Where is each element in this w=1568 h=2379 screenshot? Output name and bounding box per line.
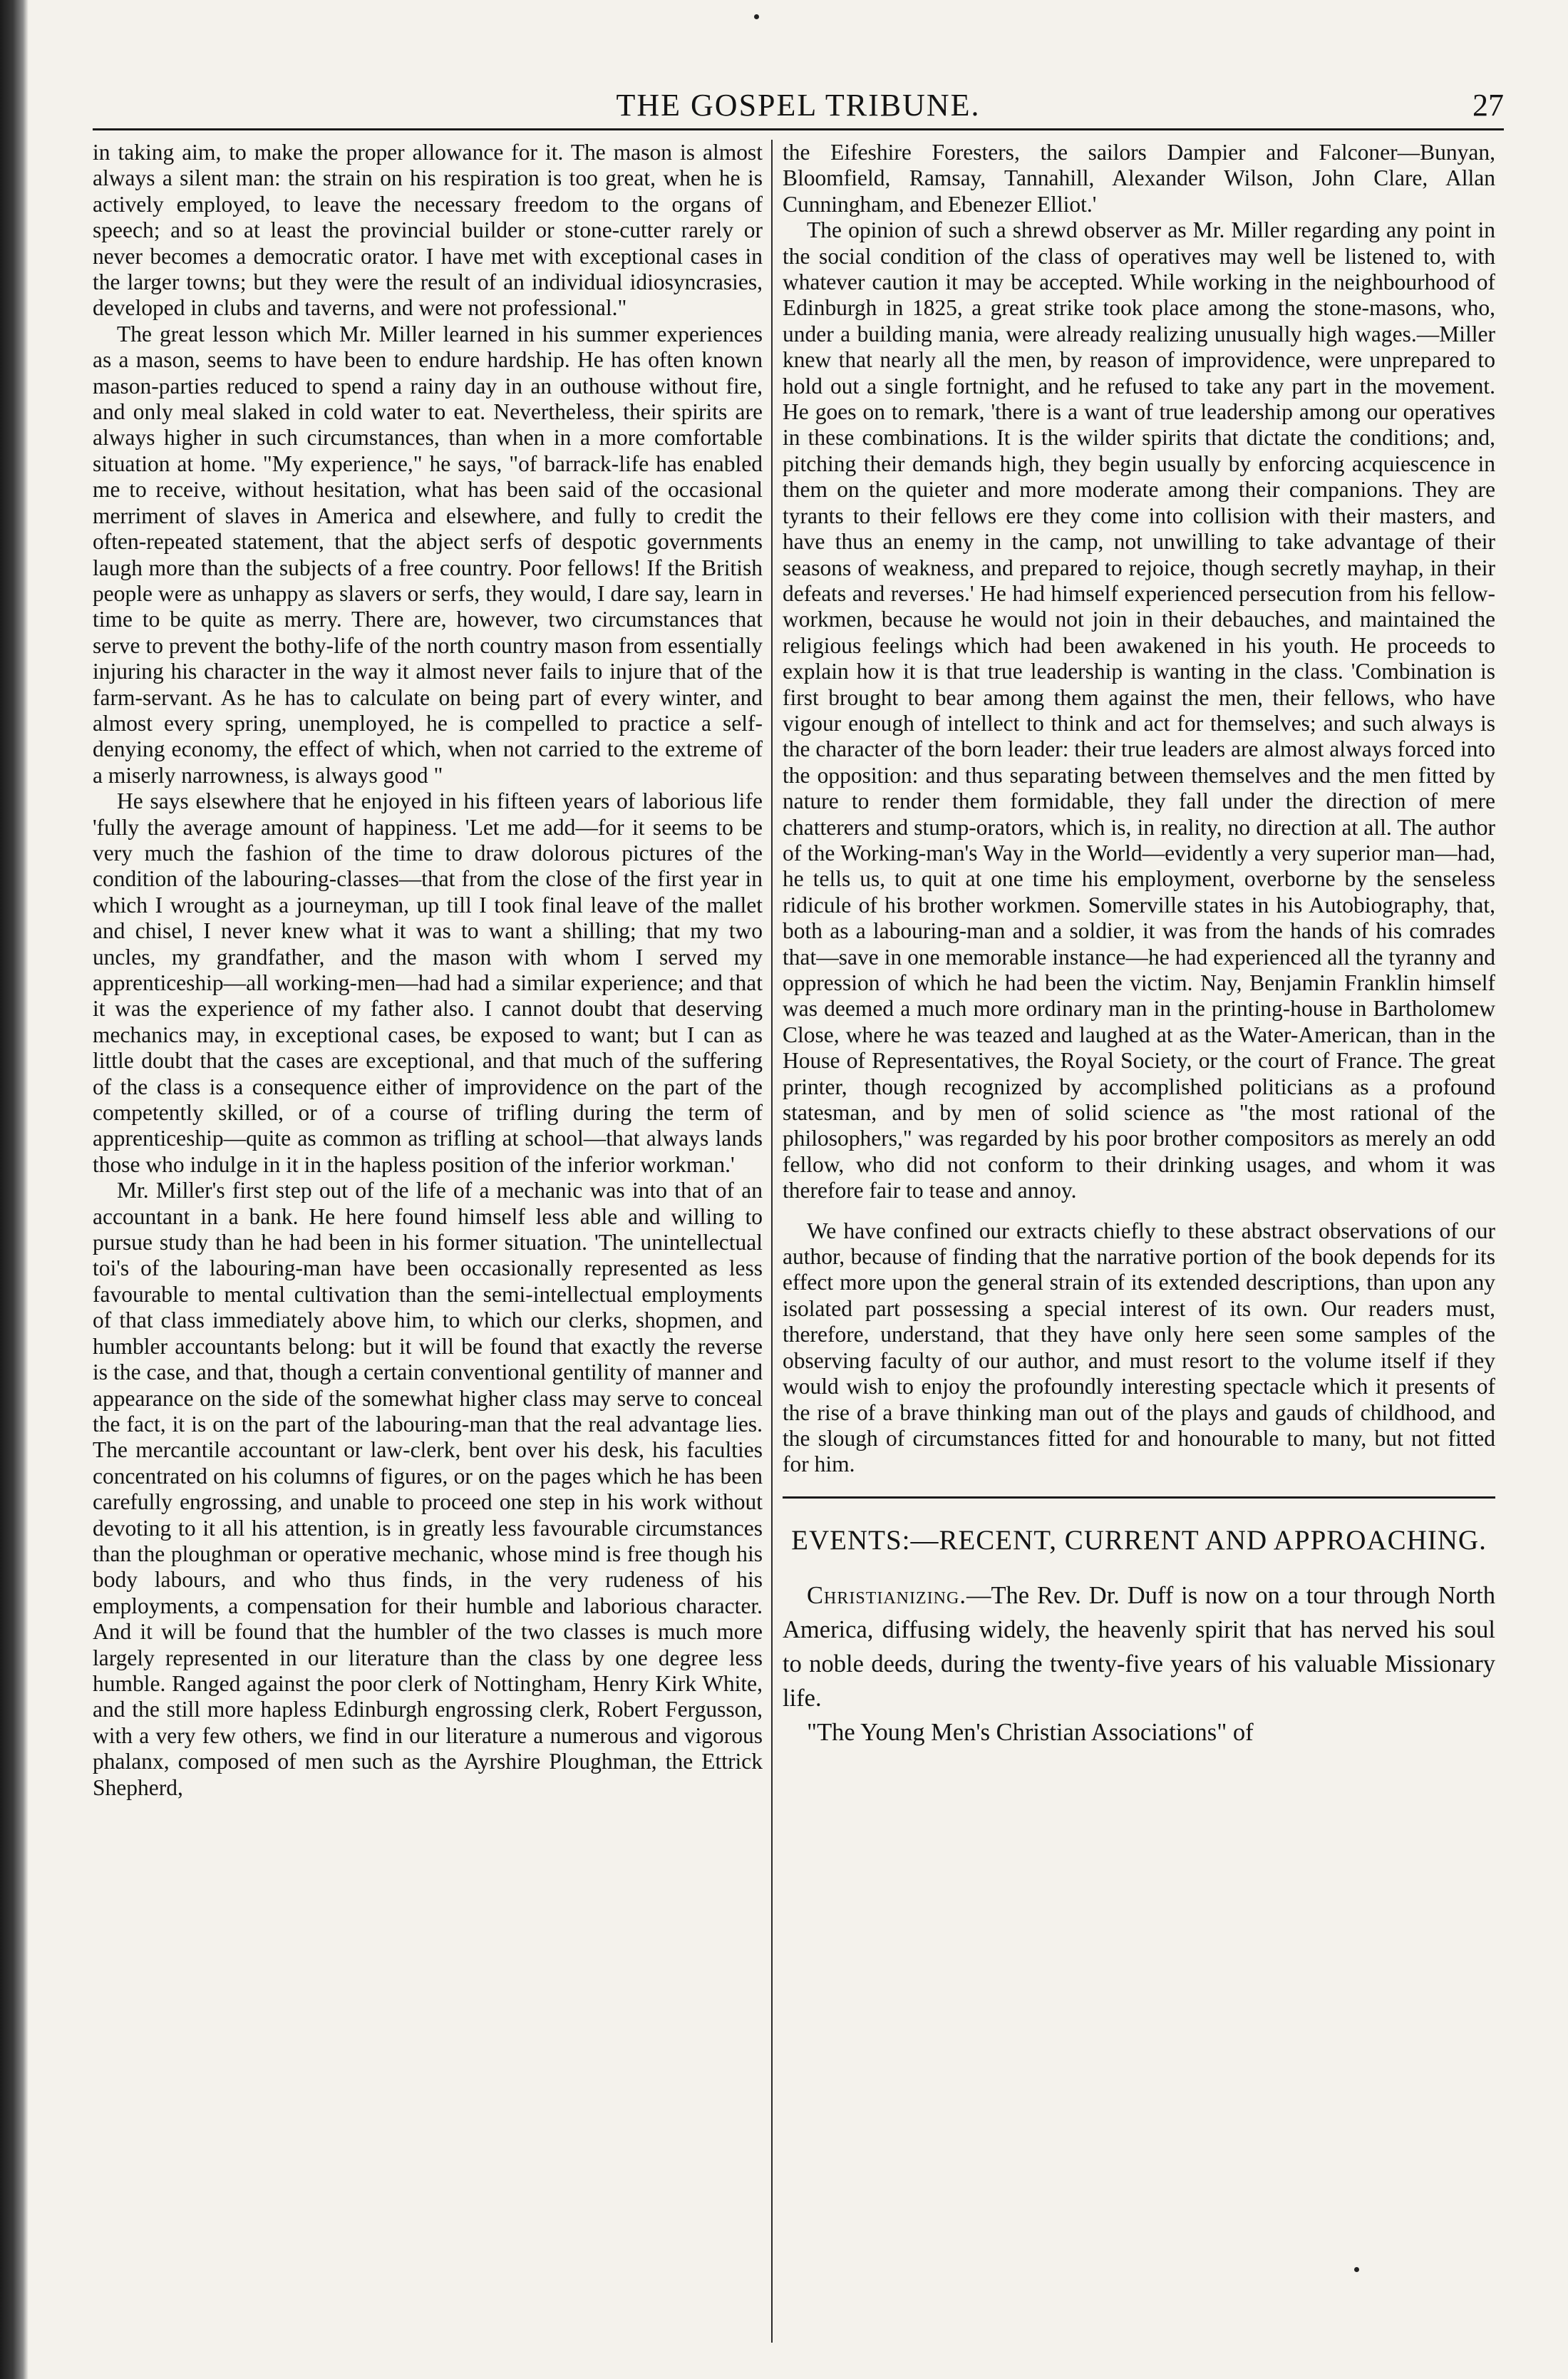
events-section-title: EVENTS:—RECENT, CURRENT AND APPROACHING.: [791, 1524, 1487, 1556]
paragraph: in taking aim, to make the proper allowance for it. The mason is almost always a silent man: the strain on his respiration is too great, when he is actively employed, to leave the necessary freedom to the organs of speech; and so at least the provincial builder or stone-cutter rarely or never becomes a democratic orator. I have met with exceptional cases in the larger towns; but they were the result of an individual idiosyncrasies, developed in clubs and taverns, and were not professional.": [93, 140, 763, 321]
page-header: [93, 84, 1504, 130]
event-text: —The Rev. Dr. Duff is now on a tour through North America, diffusing widely, the heavenly spirit that has nerved his soul to noble deeds, during the twenty-five years of his valuable Missionary life.: [783, 1581, 1495, 1712]
event-item: "The Young Men's Christian Associations" of: [807, 1718, 1254, 1746]
paragraph: Mr. Miller's first step out of the life of a mechanic was into that of an accountant in a bank. He here found himself less able and willing to pursue study than he had been in his former situation. 'The unintellectual toi's of the labouring-man have been occasionally represented as less favourable to mental cultivation than the semi-intellectual employments of that class immediately above him, to which our clerks, shopmen, and humbler accountants belong: but it will be found that exactly the reverse is the case, and that, though a certain conventional gentility of manner and appearance on the side of the somewhat higher class may serve to conceal the fact, it is on the part of the labouring-man that the real advantage lies. The mercantile accountant or law-clerk, bent over his desk, his faculties concentrated on his columns of figures, or on the pages which he has been carefully engrossing, and unable to proceed one step in his work without devoting to it all his attention, is in greatly less favourable circumstances than the ploughman or operative mechanic, whose mind is free though his body labours, and who thus finds, in the very rudeness of his employments, a compensation for their humble and laborious character. And it will be found that the humbler of the two classes is much more largely represented in our literature than the class by one degree less humble. Ranged against the poor clerk of Nottingham, Henry Kirk White, and the still more hapless Edinburgh engrossing clerk, Robert Fergusson, with a very few others, we find in our literature a numerous and vigorous phalanx, composed of men such as the Ayrshire Ploughman, the Ettrick Shepherd,: [93, 1178, 763, 1800]
paragraph: The opinion of such a shrewd observer as Mr. Miller regarding any point in the social condition of the class of operatives may well be listened to, with whatever caution it may be accepted. While working in the neighbourhood of Edinburgh in 1825, a great strike took place among the stone-masons, who, under a building mania, were already realizing unusually high wages.—Miller knew that nearly all the men, by reason of improvidence, were unprepared to hold out a single fortnight, and he refused to take any part in the movement. He goes on to remark, 'there is a want of true leadership among our operatives in these combinations. It is the wilder spirits that dictate the conditions; and, pitching their demands high, they begin usually by enforcing acquiescence in them on the quieter and more moderate among their companions. They are tyrants to their fellows ere they come into collision with their masters, and have thus an enemy in the camp, not unwilling to take advantage of their seasons of weakness, and prepared to rejoice, though secretly mayhap, in their defeats and reverses.' He had himself experienced persecution from his fellow-workmen, because he would not join in their debauches, and maintained the religious feelings which had been awakened in his youth. He proceeds to explain how it is that true leadership is wanting in the class. 'Combination is first brought to bear among them against the men, their fellows, who have vigour enough of intellect to think and act for themselves; and such always is the character of the born leader: their true leaders are almost always forced into the opposition: and thus separating between themselves and the men fitted by nature to render them formidable, they fall under the direction of mere chatterers and stump-orators, which is, in reality, no direction at all. The author of the Working-man's Way in the World—evidently a very superior man—had, he tells us, to quit at one time his employment, overborne by the senseless ridicule of his brother workmen. Somerville states in his Autobiography, that, both as a labouring-man and a soldier, it was from the hands of his comrades that—save in one memorable instance—he had experienced all the tyranny and oppression of which he had been the victim. Nay, Benjamin Franklin himself was deemed a much more ordinary man in the printing-house in Bartholomew Close, where he was teazed and laughed at as the Water-American, than in the House of Representatives, the Royal Society, or the court of France. The great printer, though recognized by accomplished politicians as a profound statesman, and by men of solid science as "the most rational of the philosophers," was regarded by his poor brother compositors as merely an odd fellow, who did not conform to their drinking usages, and whom it was therefore fair to tease and annoy.: [783, 217, 1495, 1203]
event-item: [783, 1578, 1495, 1715]
events-section: [783, 1578, 1495, 1749]
page-number: 27: [1472, 88, 1504, 123]
paragraph: The great lesson which Mr. Miller learned in his summer experiences as a mason, seems to have been to endure hardship. He has often known mason-parties reduced to spend a rainy day in an outhouse without fire, and only meal slaked in cold water to eat. Nevertheless, their spirits are always higher in such circumstances, than when in a more comfortable situation at home. "My experience," he says, "of barrack-life has enabled me to receive, without hesitation, what has been said of the occasional merriment of slaves in America and elsewhere, and fully to credit the often-repeated statement, that the abject serfs of despotic governments laugh more than the subjects of a free country. Poor fellows! If the British people were as unhappy as slavers or serfs, they would, I dare say, learn in time to be quite as merry. There are, however, two circumstances that serve to prevent the bothy-life of the north country mason from essentially injuring his character in the way it almost never fails to injure that of the farm-servant. As he has to calculate on being part of every winter, and almost every spring, unemployed, he is compelled to practice a self-denying economy, the effect of which, when not carried to the extreme of a miserly narrowness, is always good ": [93, 321, 763, 788]
print-speck: [1354, 2267, 1359, 2272]
section-divider: [783, 1496, 1495, 1499]
journal-title: THE GOSPEL TRIBUNE.: [616, 88, 981, 123]
event-lead: Christianizing.: [807, 1581, 966, 1609]
right-column: [783, 140, 1495, 2343]
page-edge-shadow: [0, 0, 29, 2379]
left-column: [93, 140, 763, 2343]
paragraph: We have confined our extracts chiefly to these abstract observations of our author, because of finding that the narrative portion of the book depends for its effect more upon the general strain of its extended descriptions, than upon any isolated part possessing a special interest of its own. Our readers must, therefore, understand, that they have only here seen some samples of the observing faculty of our author, and must resort to the volume itself if they would wish to enjoy the profoundly interesting spectacle which it presents of the rise of a brave thinking man out of the plays and gauds of childhood, and the slough of circumstances fitted for and honourable to many, but not fitted for him.: [783, 1218, 1495, 1477]
print-speck: [754, 14, 759, 19]
column-divider: [771, 140, 773, 2343]
paragraph: the Eifeshire Foresters, the sailors Dampier and Falconer—Bunyan, Bloomfield, Ramsay, Tannahill, Alexander Wilson, John Clare, Allan Cunningham, and Ebenezer Elliot.': [783, 140, 1495, 217]
paragraph: He says elsewhere that he enjoyed in his fifteen years of laborious life 'fully the average amount of happiness. 'Let me add—for it seems to be very much the fashion of the time to draw dolorous pictures of the condition of the labouring-classes—that from the close of the first year in which I wrought as a journeyman, up till I took final leave of the mallet and chisel, I never knew what it was to want a shilling; that my two uncles, my grandfather, and the mason with whom I served my apprenticeship—all working-men—had had a similar experience; and that it was the experience of my father also. I cannot doubt that deserving mechanics may, in exceptional cases, be exposed to want; but I can as little doubt that the cases are exceptional, and that much of the suffering of the class is a consequence either of improvidence on the part of the competently skilled, or of a course of trifling during the term of apprenticeship—quite as common as trifling at school—that always lands those who indulge in it in the hapless position of the inferior workman.': [93, 788, 763, 1177]
